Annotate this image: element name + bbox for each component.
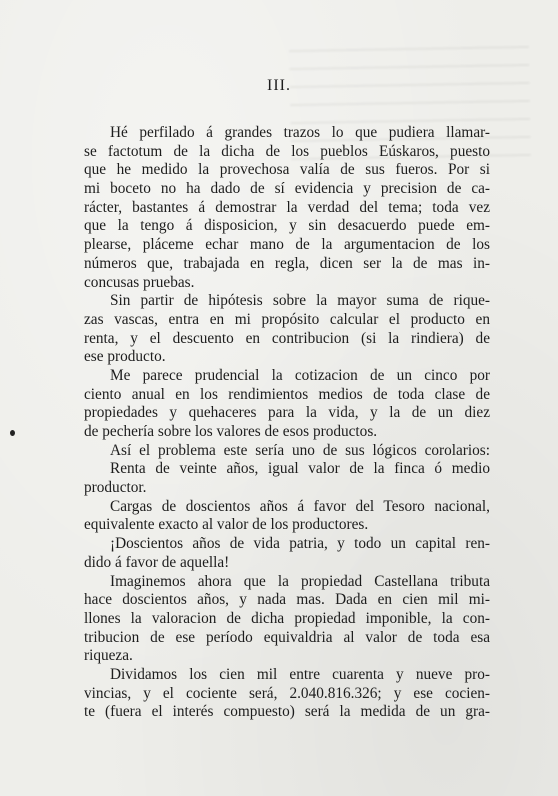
text-line: Imaginemos ahora que la propiedad Castellana tributa: [110, 572, 490, 590]
text-line: riqueza.: [84, 647, 133, 665]
text-line: Me parece prudencial la cotizacion de un cinco por: [110, 366, 490, 384]
text-line: te (fuera el interés compuesto) será la medida de un gra-: [84, 703, 490, 721]
text-line: ese producto.: [84, 348, 166, 366]
text-line: vincias, y el cociente será, 2.040.816.326; y ese cocien-: [84, 684, 490, 702]
text-line: zas vascas, entra en mi propósito calcular el producto en: [84, 310, 490, 328]
text-line: números que, trabajada en regla, dicen ser la de mas in-: [84, 254, 490, 272]
text-line: tribucion de ese período equivaldria al valor de toda esa: [84, 628, 490, 646]
text-line: Así el problema este sería uno de sus lógicos corolarios:: [110, 441, 490, 459]
chapter-heading: III.: [267, 77, 291, 94]
text-line: plearse, pláceme echar mano de la argumentacion de los: [84, 236, 490, 254]
text-line: Renta de veinte años, igual valor de la finca ó medio: [110, 460, 490, 478]
text-line: llones la valoracion de dicha propiedad imponible, la con-: [84, 609, 490, 627]
text-line: Sin partir de hipótesis sobre la mayor suma de rique-: [110, 292, 490, 310]
text-line: Hé perfilado á grandes trazos lo que pudiera llamar-: [110, 124, 490, 141]
text-line: rácter, bastantes á demostrar la verdad del tema; toda vez: [84, 198, 490, 216]
text-line: equivalente exacto al valor de los productores.: [84, 516, 369, 534]
body-text: [84, 124, 490, 722]
margin-ink-dot: [10, 430, 15, 436]
text-line: ciento anual en los rendimientos medios de toda clase de: [84, 385, 490, 403]
text-line: productor.: [84, 479, 147, 497]
text-line: hace doscientos años, y nada mas. Dada en cien mil mi-: [84, 591, 490, 609]
text-line: Cargas de doscientos años á favor del Tesoro nacional,: [110, 497, 490, 515]
text-line: que la tengo á disposicion, y sin desacuerdo puede em-: [84, 217, 490, 235]
text-line: ¡Doscientos años de vida patria, y todo un capital ren-: [110, 535, 490, 553]
text-line: que he medido la provechosa valía de sus fueros. Por si: [84, 161, 490, 179]
text-line: se factotum de la dicha de los pueblos Eúskaros, puesto: [84, 142, 490, 160]
text-line: mi boceto no ha dado de sí evidencia y precision de ca-: [84, 180, 490, 198]
text-line: propiedades y quehaceres para la vida, y la de un diez: [84, 404, 490, 422]
text-line: Dividamos los cien mil entre cuarenta y nueve pro-: [110, 665, 490, 683]
text-line: renta, y el descuento en contribucion (si la rindiera) de: [84, 329, 490, 347]
text-line: de pechería sobre los valores de esos productos.: [84, 423, 378, 440]
text-line: concusas pruebas.: [84, 273, 195, 291]
text-line: dido á favor de aquella!: [84, 553, 230, 571]
